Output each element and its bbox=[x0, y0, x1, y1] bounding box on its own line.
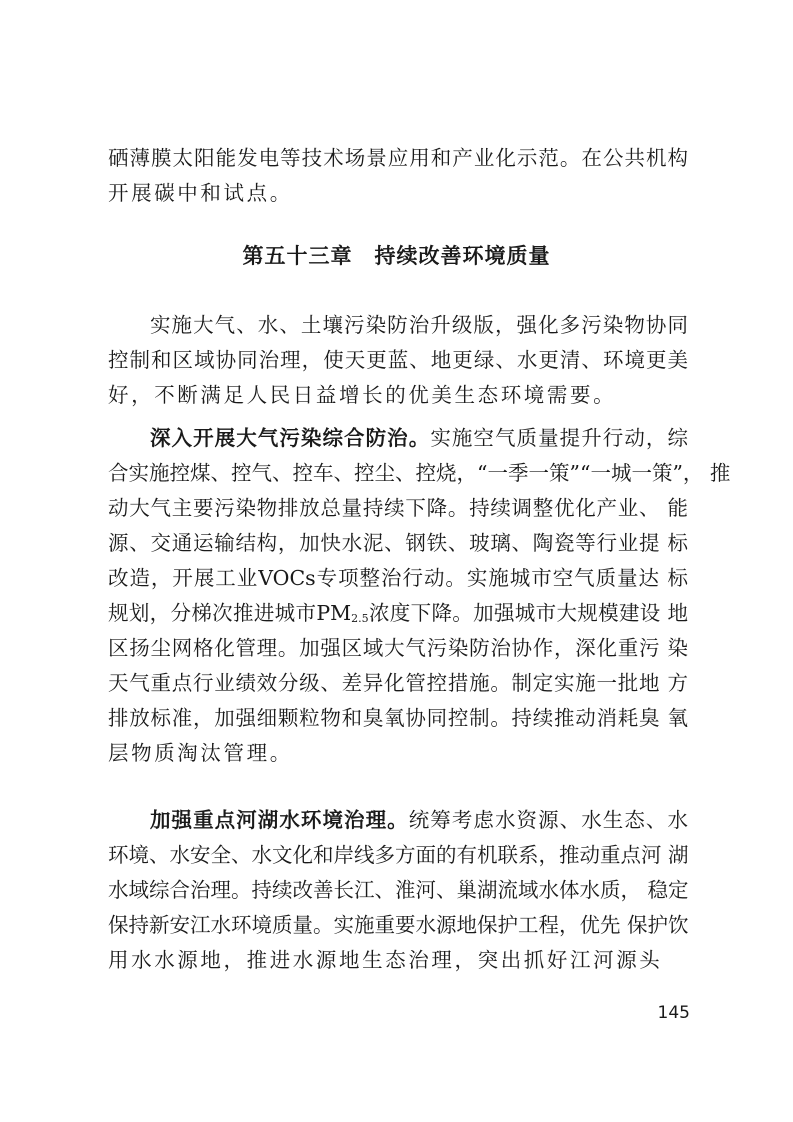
para3-line-4: 保持新安江水环境质量。实施重要水源地保护工程，优先 保护饮 bbox=[108, 913, 689, 937]
para2-line-3: 动大气主要污染物排放总量持续下降。持续调整优化产业、 能 bbox=[108, 496, 688, 520]
para2-first-rest: 实施空气质量提升行动，综 bbox=[430, 426, 688, 450]
page-number: 145 bbox=[657, 1003, 690, 1023]
para2-line-10: 层物质淘汰管理。 bbox=[108, 741, 293, 765]
para1-line-2: 控制和区域协同治理，使天更蓝、地更绿、水更清、环境更美 bbox=[108, 348, 688, 372]
pm-after: 浓度下降。加强城市大规模建设 地 bbox=[368, 601, 688, 625]
para2-line-7: 区扬尘网格化管理。加强区域大气污染防治协作，深化重污 染 bbox=[108, 636, 688, 660]
pm-before: 规划，分梯次推进城市PM bbox=[108, 601, 352, 625]
para2-line-1 bbox=[150, 423, 688, 453]
para3-first-rest: 统筹考虑水资源、水生态、水 bbox=[408, 808, 688, 832]
para2-line-9: 排放标准，加强细颗粒物和臭氧协同控制。持续推动消耗臭 氧 bbox=[108, 706, 688, 730]
para3-line-2: 环境、水安全、水文化和岸线多方面的有机联系，推动重点河 湖 bbox=[108, 843, 689, 867]
intro-line-1: 硒薄膜太阳能发电等技术场景应用和产业化示范。在公共机构 bbox=[108, 146, 688, 170]
para1-line-1: 实施大气、水、土壤污染防治升级版，强化多污染物协同 bbox=[150, 313, 688, 337]
para3-line-1 bbox=[150, 805, 688, 835]
para2-heading: 深入开展大气污染综合防治。 bbox=[150, 426, 431, 450]
para2-line-6 bbox=[108, 598, 688, 634]
pm-subscript: 2.5 bbox=[351, 612, 369, 625]
para3-heading: 加强重点河湖水环境治理。 bbox=[150, 808, 409, 832]
para2-line-4: 源、交通运输结构，加快水泥、钢铁、玻璃、陶瓷等行业提 标 bbox=[108, 531, 688, 555]
para3-line-3: 水域综合治理。持续改善长江、淮河、巢湖流域水体水质， 稳定 bbox=[108, 878, 689, 902]
para2-line-2: 合实施控煤、控气、控车、控尘、控烧，“一季一策”“一城一策”， 推 bbox=[108, 461, 731, 485]
para2-line-5: 改造，开展工业VOCs专项整治行动。实施城市空气质量达 标 bbox=[108, 566, 688, 590]
para2-line-8: 天气重点行业绩效分级、差异化管控措施。制定实施一批地 方 bbox=[108, 671, 688, 695]
para3-line-5: 用水水源地，推进水源地生态治理，突出抓好江河源头 bbox=[108, 948, 663, 972]
chapter-title: 第五十三章 持续改善环境质量 bbox=[242, 244, 551, 268]
intro-line-2: 开展碳中和试点。 bbox=[108, 181, 293, 205]
para1-line-3: 好，不断满足人民日益增长的优美生态环境需要。 bbox=[108, 383, 617, 407]
